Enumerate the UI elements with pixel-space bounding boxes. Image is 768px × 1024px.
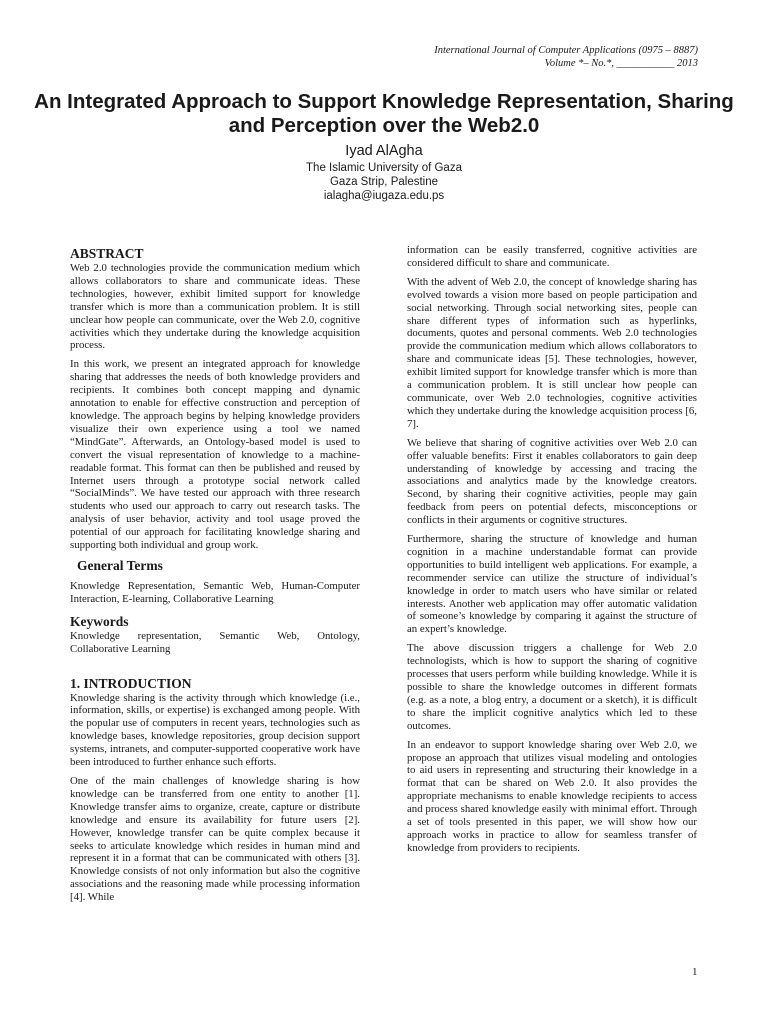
- author-block: [0, 142, 768, 203]
- introduction-paragraph-1: Knowledge sharing is the activity through which knowledge (i.e., information, skills, or expertise) is exchanged among people. With the popular use of computers in recent years, technologies such as knowledge bases, knowledge repositories, group decision support systems, intranets, and computer-supported cooperative work have been introduced to further enhance such efforts.: [70, 691, 360, 769]
- right-column: [407, 244, 697, 861]
- body-paragraph-2: With the advent of Web 2.0, the concept of knowledge sharing has evolved towards a vision more based on people participation and social networking. Through social networking sites, people can share different types of information such as hyperlinks, documents, quotes and personal comments. Web 2.0 technologies provide the communication medium which allows collaborators to share and communicate ideas [5]. These technologies, however, exhibit limited support for knowledge transfer which is more than a communication problem. It is still unclear how people can communicate, over Web 2.0 technologies, cognitive activities which they undertake during the knowledge acquisition process [6, 7].: [407, 275, 697, 430]
- keywords-heading: Keywords: [70, 613, 129, 629]
- keywords-section: [70, 614, 360, 656]
- author-name: Iyad AlAgha: [345, 143, 423, 159]
- body-paragraph-3: We believe that sharing of cognitive activities over Web 2.0 can offer valuable benefits: First it enables collaborators to gain deep understanding of knowledge by accessing and tracing the associations and analytics made by the knowledge creators. Second, by sharing their cognitive activities, people may gain feedback from peers on potential defects, misconceptions or conflicts in their arguments or cognitive structures.: [407, 436, 697, 527]
- general-terms-section: [70, 558, 360, 606]
- body-paragraph-4: Furthermore, sharing the structure of knowledge and human cognition in a machine understandable format can provide opportunities to build intelligent web applications. For example, a recommender service can utilize the structure of individual’s knowledge in order to match users who have similar or related interests. Another web application may offer automatic validation of someone’s knowledge by comparing it against the structure of an expert’s knowledge.: [407, 533, 697, 636]
- introduction-paragraph-2: One of the main challenges of knowledge sharing is how knowledge can be transferred from one entity to another [1]. Knowledge transfer aims to organize, create, capture or distribute knowledge and ensure its availability for future users [2]. However, knowledge transfer can be quite complex because it seeks to articulate knowledge which resides in human mind and represent it in a format that can be communicated with others [3]. Knowledge consists of not only information but also the cognitive associations and the reasoning made while processing information [4]. While: [70, 775, 360, 904]
- paper-title: An Integrated Approach to Support Knowledge Representation, Sharing and Perception over the Web2.0: [34, 90, 734, 137]
- author-affiliation-location: Gaza Strip, Palestine: [329, 176, 439, 188]
- journal-volume: Volume *– No.*, ___________ 2013: [544, 58, 698, 69]
- author-affiliation-university: The Islamic University of Gaza: [306, 162, 462, 174]
- author-email: ialagha@iugaza.edu.ps: [323, 190, 445, 202]
- left-column: [70, 244, 360, 910]
- general-terms-heading: General Terms: [77, 557, 163, 573]
- page-number: 1: [692, 966, 698, 978]
- journal-header: [434, 44, 698, 70]
- keywords-text: Knowledge representation, Semantic Web, Ontology, Collaborative Learning: [70, 629, 360, 655]
- introduction-section: [70, 676, 360, 905]
- body-paragraph-5: The above discussion triggers a challenge for Web 2.0 technologists, which is how to support the sharing of cognitive processes that users perform while building knowledge. While it is possible to share the knowledge outcomes in different formats (e.g. as a note, a blog entry, a document or a sketch), it is difficult to share the implicit cognitive analytics which led to these outcomes.: [407, 642, 697, 732]
- abstract-heading: ABSTRACT: [70, 246, 144, 261]
- journal-name: International Journal of Computer Applications (0975 – 8887): [434, 45, 698, 56]
- body-paragraph-6: In an endeavor to support knowledge sharing over Web 2.0, we propose an approach that utilizes visual modeling and ontologies to aid users in representing and structuring their knowledge in a format that can be shared on Web 2.0. It also provides the appropriate mechanisms to enable knowledge recipients to access and process shared knowledge easily with minimal effort. Through a set of tools presented in this paper, we will show how our approach works in practice to allow for seamless transfer of knowledge from providers to recipients.: [407, 738, 697, 854]
- abstract-paragraph-2: In this work, we present an integrated approach for knowledge sharing that addresses the needs of both knowledge providers and recipients. It combines both concept mapping and dynamic annotation to enable for effective construction and perception of knowledge. The approach begins by helping knowledge providers visualize their own experience using a tool we named “MindGate”. Afterwards, an Ontology-based model is used to convert the visual representation of knowledge to a machine-readable format. This format can then be published and reused by Internet users through a prototype social network called “SocialMinds”. We have tested our approach with three research students who used our approach to carry out research tasks. The analysis of user behavior, activity and tool usage proved the potential of our approach for facilitating knowledge sharing and supporting both individual and group work.: [70, 358, 360, 552]
- abstract-section: [70, 246, 360, 552]
- abstract-paragraph-1: Web 2.0 technologies provide the communication medium which allows collaborators to share and communicate ideas. These technologies, however, exhibit limited support for knowledge transfer which is more than a communication problem. It is still unclear how people can communicate, over the Web 2.0, cognitive activities which they undertake during the knowledge acquisition process.: [70, 262, 360, 352]
- introduction-heading: 1. INTRODUCTION: [70, 675, 192, 691]
- body-paragraph-1: information can be easily transferred, cognitive activities are considered difficult to share and communicate.: [407, 244, 697, 269]
- general-terms-text: Knowledge Representation, Semantic Web, Human-Computer Interaction, E-learning, Collaborative Learning: [70, 579, 360, 605]
